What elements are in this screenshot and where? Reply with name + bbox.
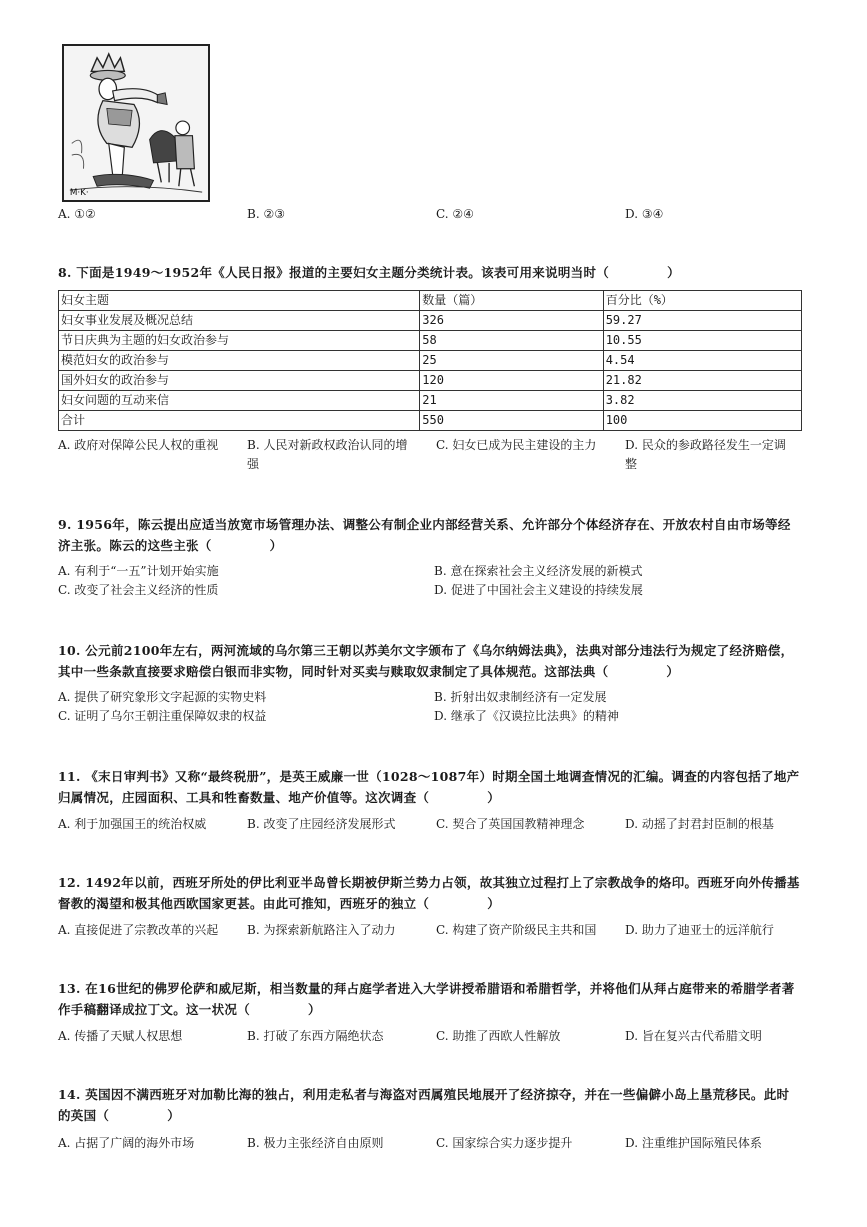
- q7-option-c[interactable]: C. ②④: [436, 207, 474, 221]
- q13-stem: [58, 978, 808, 1020]
- q13-stem-end: ）: [308, 1002, 321, 1017]
- table-cell: 妇女事业发展及概况总结: [59, 311, 420, 331]
- table-cell: 节日庆典为主题的妇女政治参与: [59, 331, 420, 351]
- table-cell: 10.55: [603, 331, 801, 351]
- q12-option-d[interactable]: D. 助力了迪亚士的远洋航行: [625, 923, 774, 937]
- q11-option-b[interactable]: B. 改变了庄园经济发展形式: [247, 817, 396, 831]
- table-cell: 326: [420, 311, 603, 331]
- q14-stem-line1: 14. 英国因不满西班牙对加勒比海的独占，利用走私者与海盗对西属殖民地展开了经济掠夺，并在一些偏僻小岛上垦荒移民。此时: [58, 1087, 790, 1102]
- q8-option-a[interactable]: A. 政府对保障公民人权的重视: [58, 438, 219, 452]
- q10-option-c[interactable]: C. 证明了乌尔王朝注重保障奴隶的权益: [58, 709, 267, 723]
- table-cell: 550: [420, 411, 603, 431]
- q10-stem: [58, 640, 808, 682]
- q13-stem-line1: 13. 在16世纪的佛罗伦萨和威尼斯，相当数量的拜占庭学者进入大学讲授希腊语和希腊哲学，并将他们从拜占庭带来的希腊学者著: [58, 981, 795, 996]
- q14-option-d[interactable]: D. 注重维护国际殖民体系: [625, 1136, 762, 1150]
- q8-option-b[interactable]: B. 人民对新政权政治认同的增强: [247, 438, 408, 471]
- q12-stem-line1: 12. 1492年以前，西班牙所处的伊比利亚半岛曾长期被伊斯兰势力占领，故其独立过程打上了宗教战争的烙印。西班牙向外传播基: [58, 875, 800, 890]
- table-row: [59, 331, 802, 351]
- q14-option-a[interactable]: A. 占据了广阔的海外市场: [58, 1136, 195, 1150]
- table-header-cell: 妇女主题: [59, 291, 420, 311]
- cartoon-signature: M·K·: [69, 188, 89, 199]
- table-row: [59, 311, 802, 331]
- q7-option-d[interactable]: D. ③④: [625, 207, 664, 221]
- q9-stem: [58, 514, 808, 556]
- q13-option-a[interactable]: A. 传播了天赋人权思想: [58, 1029, 183, 1043]
- table-cell: 120: [420, 371, 603, 391]
- table-cell: 4.54: [603, 351, 801, 371]
- q7-option-a[interactable]: A. ①②: [58, 207, 96, 221]
- q8-option-c[interactable]: C. 妇女已成为民主建设的主力: [436, 438, 597, 452]
- q13-option-c[interactable]: C. 助推了西欧人性解放: [436, 1029, 561, 1043]
- table-cell: 模范妇女的政治参与: [59, 351, 420, 371]
- table-cell: 100: [603, 411, 801, 431]
- table-row: [59, 351, 802, 371]
- table-header-cell: 百分比（%）: [603, 291, 801, 311]
- cartoon-drawing: [64, 46, 208, 200]
- table-cell: 妇女问题的互动来信: [59, 391, 420, 411]
- table-header-cell: 数量（篇）: [420, 291, 603, 311]
- q14-stem-line2: 的英国（: [58, 1108, 110, 1123]
- q8-table: [58, 290, 802, 431]
- q9-stem-line2: 济主张。陈云的这些主张（: [58, 538, 212, 553]
- q12-option-b[interactable]: B. 为探索新航路注入了动力: [247, 923, 396, 937]
- table-cell: 25: [420, 351, 603, 371]
- q9-stem-end: ）: [269, 538, 283, 553]
- table-row: [59, 391, 802, 411]
- q14-stem-end: ）: [167, 1108, 181, 1123]
- table-cell: 3.82: [603, 391, 801, 411]
- q8-option-d[interactable]: D. 民众的参政路径发生一定调整: [625, 438, 786, 471]
- table-row: [59, 411, 802, 431]
- q10-option-a[interactable]: A. 提供了研究象形文字起源的实物史料: [58, 690, 267, 704]
- q13-stem-line2: 作手稿翻译成拉丁文。这一状况（: [58, 1002, 251, 1017]
- q12-option-c[interactable]: C. 构建了资产阶级民主共和国: [436, 923, 597, 937]
- q8-stem-text: 8. 下面是1949～1952年《人民日报》报道的主要妇女主题分类统计表。该表可用来说明当时（: [58, 265, 610, 280]
- q11-stem-line2: 归属情况，庄园面积、工具和牲畜数量、地产价值等。这次调查（: [58, 790, 430, 805]
- q9-option-a[interactable]: A. 有利于“一五”计划开始实施: [58, 564, 219, 578]
- q9-option-b[interactable]: B. 意在探索社会主义经济发展的新模式: [434, 564, 643, 578]
- table-cell: 21: [420, 391, 603, 411]
- q8-stem-end: ）: [667, 265, 680, 280]
- q12-stem-line2: 督教的渴望和极其他西欧国家更甚。由此可推知，西班牙的独立（: [58, 896, 430, 911]
- q9-stem-line1: 9. 1956年，陈云提出应适当放宽市场管理办法、调整公有制企业内部经营关系、允许部分个体经济存在、开放农村自由市场等经: [58, 517, 791, 532]
- q7-option-b[interactable]: B. ②③: [247, 207, 285, 221]
- q13-option-b[interactable]: B. 打破了东西方隔绝状态: [247, 1029, 384, 1043]
- q14-option-b[interactable]: B. 极力主张经济自由原则: [247, 1136, 384, 1150]
- table-cell: 59.27: [603, 311, 801, 331]
- q10-option-b[interactable]: B. 折射出奴隶制经济有一定发展: [434, 690, 607, 704]
- table-cell: 58: [420, 331, 603, 351]
- table-row: [59, 371, 802, 391]
- q10-options: [58, 688, 808, 726]
- table-header-row: [59, 291, 802, 311]
- q11-stem: [58, 766, 808, 808]
- q12-stem: [58, 872, 808, 914]
- table-cell: 合计: [59, 411, 420, 431]
- q9-option-d[interactable]: D. 促进了中国社会主义建设的持续发展: [434, 583, 643, 597]
- q10-option-d[interactable]: D. 继承了《汉谟拉比法典》的精神: [434, 709, 619, 723]
- table-cell: 国外妇女的政治参与: [59, 371, 420, 391]
- q11-option-a[interactable]: A. 利于加强国王的统治权威: [58, 817, 207, 831]
- q11-option-d[interactable]: D. 动摇了封君封臣制的根基: [625, 817, 774, 831]
- cartoon-image: [62, 44, 210, 202]
- q14-stem: [58, 1084, 808, 1126]
- q11-option-c[interactable]: C. 契合了英国国教精神理念: [436, 817, 585, 831]
- q9-option-c[interactable]: C. 改变了社会主义经济的性质: [58, 583, 219, 597]
- q10-stem-line2: 其中一些条款直接要求赔偿白银而非实物，同时针对买卖与赎取奴隶制定了具体规范。这部法典（: [58, 664, 609, 679]
- q10-stem-end: ）: [666, 664, 680, 679]
- q12-option-a[interactable]: A. 直接促进了宗教改革的兴起: [58, 923, 219, 937]
- q11-stem-line1: 11. 《末日审判书》又称“最终税册”，是英王威廉一世（1028～1087年）时期全国土地调查情况的汇编。调查的内容包括了地产: [58, 769, 800, 784]
- q14-option-c[interactable]: C. 国家综合实力逐步提升: [436, 1136, 573, 1150]
- table-cell: 21.82: [603, 371, 801, 391]
- q11-stem-end: ）: [487, 790, 501, 805]
- q12-stem-end: ）: [487, 896, 501, 911]
- q10-stem-line1: 10. 公元前2100年左右，两河流域的乌尔第三王朝以苏美尔文字颁布了《乌尔纳姆法典》，法典对部分违法行为规定了经济赔偿，: [58, 643, 794, 658]
- q13-option-d[interactable]: D. 旨在复兴古代希腊文明: [625, 1029, 762, 1043]
- q9-options: [58, 562, 808, 600]
- q8-stem: [58, 262, 808, 283]
